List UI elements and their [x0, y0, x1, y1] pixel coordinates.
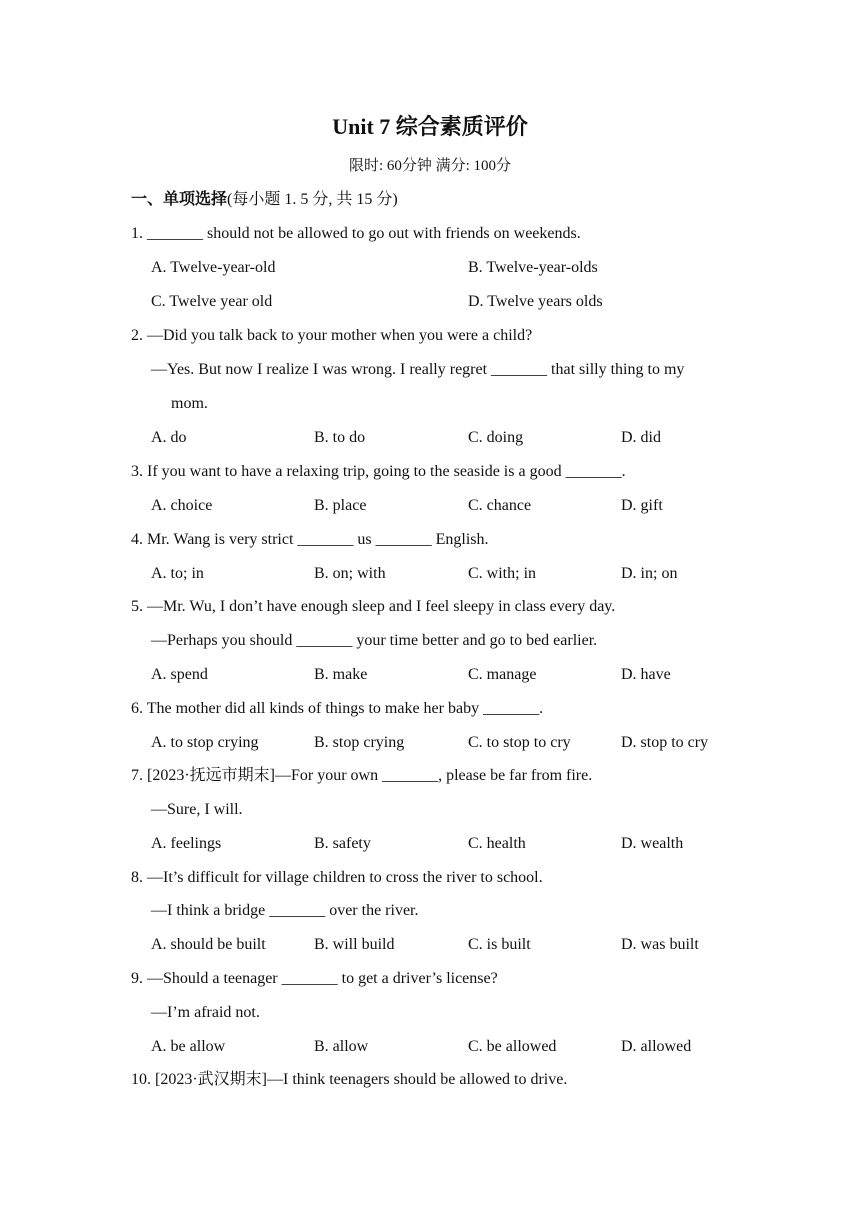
section-scoring-note: (每小题 1. 5 分, 共 15 分): [227, 191, 398, 208]
option-b: B. place: [314, 497, 367, 514]
option-a: A. spend: [151, 666, 208, 683]
option-a: A. choice: [151, 497, 213, 514]
question-9-reply: —I’m afraid not.: [151, 1004, 260, 1021]
question-9-options: [151, 1035, 791, 1059]
option-c: C. chance: [468, 497, 532, 514]
question-2-reply-cont: mom.: [171, 395, 208, 412]
question-3-options: [151, 494, 791, 518]
page-title: Unit 7 综合素质评价: [332, 114, 528, 139]
question-5-reply: —Perhaps you should _______ your time better and go to bed earlier.: [151, 632, 598, 649]
option-d: D. Twelve years olds: [468, 293, 603, 310]
option-d: D. in; on: [621, 565, 678, 582]
question-10-stem: 10. [2023·武汉期末]—I think teenagers should be allowed to drive.: [131, 1071, 568, 1088]
option-b: B. make: [314, 666, 368, 683]
question-2-reply: —Yes. But now I realize I was wrong. I really regret _______ that silly thing to my: [151, 361, 685, 378]
option-c: C. manage: [468, 666, 537, 683]
option-d: D. was built: [621, 936, 699, 953]
option-c: C. doing: [468, 429, 524, 446]
option-d: D. allowed: [621, 1038, 692, 1055]
option-a: A. be allow: [151, 1038, 226, 1055]
question-8-stem: 8. —It’s difficult for village children to cross the river to school.: [131, 869, 543, 886]
question-4-stem: 4. Mr. Wang is very strict _______ us _______ English.: [131, 531, 489, 548]
option-d: D. have: [621, 666, 671, 683]
option-b: B. safety: [314, 835, 371, 852]
section-heading: [131, 188, 398, 212]
question-6-options: [151, 731, 791, 755]
question-8-reply: —I think a bridge _______ over the river.: [151, 902, 419, 919]
option-c: C. is built: [468, 936, 531, 953]
time-and-score-info: 限时: 60分钟 满分: 100分: [348, 158, 512, 174]
question-1-options-row2: [151, 290, 791, 314]
option-b: B. will build: [314, 936, 395, 953]
option-b: B. Twelve-year-olds: [468, 259, 598, 276]
option-c: C. with; in: [468, 565, 537, 582]
option-d: D. did: [621, 429, 661, 446]
option-b: B. on; with: [314, 565, 386, 582]
section-label: 一、单项选择: [131, 191, 228, 208]
option-c: C. be allowed: [468, 1038, 557, 1055]
option-a: A. to; in: [151, 565, 204, 582]
option-c: C. health: [468, 835, 526, 852]
option-d: D. stop to cry: [621, 734, 709, 751]
option-a: A. do: [151, 429, 187, 446]
question-2-options: [151, 426, 791, 450]
question-2-stem: 2. —Did you talk back to your mother when you were a child?: [131, 327, 533, 344]
option-d: D. wealth: [621, 835, 684, 852]
question-3-stem: 3. If you want to have a relaxing trip, going to the seaside is a good _______.: [131, 463, 626, 480]
question-6-stem: 6. The mother did all kinds of things to make her baby _______.: [131, 700, 544, 717]
option-b: B. stop crying: [314, 734, 405, 751]
question-5-options: [151, 663, 791, 687]
question-7-options: [151, 832, 791, 856]
question-5-stem: 5. —Mr. Wu, I don’t have enough sleep and I feel sleepy in class every day.: [131, 598, 616, 615]
question-9-stem: 9. —Should a teenager _______ to get a driver’s license?: [131, 970, 498, 987]
option-a: A. should be built: [151, 936, 266, 953]
question-1-stem: 1. _______ should not be allowed to go out with friends on weekends.: [131, 225, 581, 242]
question-4-options: [151, 562, 791, 586]
option-b: B. to do: [314, 429, 366, 446]
question-7-stem: 7. [2023·抚远市期末]—For your own _______, please be far from fire.: [131, 767, 593, 784]
option-a: A. to stop crying: [151, 734, 259, 751]
option-d: D. gift: [621, 497, 663, 514]
question-8-options: [151, 933, 791, 957]
option-a: A. feelings: [151, 835, 222, 852]
option-b: B. allow: [314, 1038, 369, 1055]
question-7-reply: —Sure, I will.: [151, 801, 243, 818]
option-a: A. Twelve-year-old: [151, 259, 276, 276]
option-c: C. to stop to cry: [468, 734, 571, 751]
option-c: C. Twelve year old: [151, 293, 273, 310]
question-1-options: [151, 256, 791, 280]
